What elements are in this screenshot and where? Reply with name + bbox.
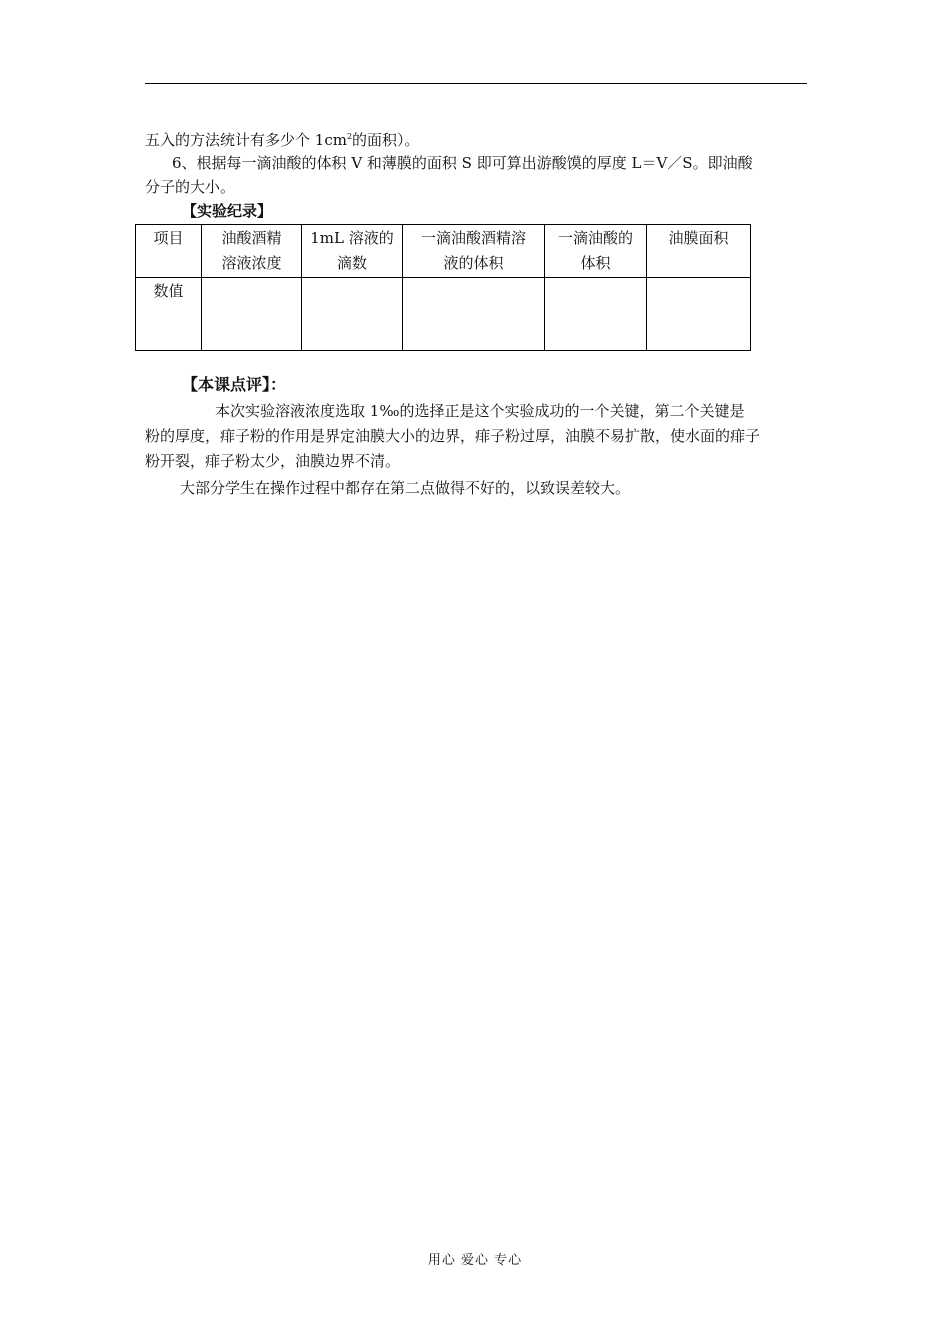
page-footer: 用心 爱心 专心 — [427, 1253, 523, 1268]
superscript-2: 2 — [346, 132, 353, 141]
header-rule — [145, 83, 807, 84]
header-cell-concentration: 油酸酒精 溶液浓度 — [202, 225, 302, 278]
table-header-row — [136, 225, 751, 278]
review-line-4: 大部分学生在操作过程中都存在第二点做得不好的，以致误差较大。 — [180, 479, 631, 497]
experiment-record-table — [135, 224, 751, 351]
value-cell — [403, 278, 545, 351]
header-cell-film-area: 油膜面积 — [647, 225, 751, 278]
review-line-1: 本次实验溶液浓度选取 1‰的选择正是这个实验成功的一个关键，第二个关键是 — [215, 402, 745, 420]
header-cell-drops-per-ml: 1mL 溶液的 滴数 — [302, 225, 403, 278]
value-cell — [647, 278, 751, 351]
paragraph-line-1: 五入的方法统计有多少个 $1cm^2$的面积）。 — [145, 131, 420, 149]
value-cell — [545, 278, 647, 351]
review-line-2: 粉的厚度，痱子粉的作用是界定油膜大小的边界，痱子粉过厚，油膜不易扩散，使水面的痱子 — [145, 427, 761, 445]
header-cell-drop-oleic-volume: 一滴油酸的 体积 — [545, 225, 647, 278]
review-heading: 【本课点评】： — [182, 375, 287, 394]
value-cell — [202, 278, 302, 351]
header-cell-item: 项目 — [136, 225, 202, 278]
value-cell — [302, 278, 403, 351]
experiment-record-heading: 【实验纪录】 — [182, 202, 273, 220]
paragraph-line-3: 分子的大小。 — [145, 178, 236, 196]
table-value-row — [136, 278, 751, 351]
review-line-3: 粉开裂，痱子粉太少，油膜边界不清。 — [145, 452, 401, 470]
header-cell-drop-solution-volume: 一滴油酸酒精溶 液的体积 — [403, 225, 545, 278]
paragraph-line-2: 6、根据每一滴油酸的体积 V 和薄膜的面积 S 即可算出游酸馍的厚度 L＝V／S。即油酸 — [172, 154, 753, 172]
row-label-value: 数值 — [136, 278, 202, 351]
